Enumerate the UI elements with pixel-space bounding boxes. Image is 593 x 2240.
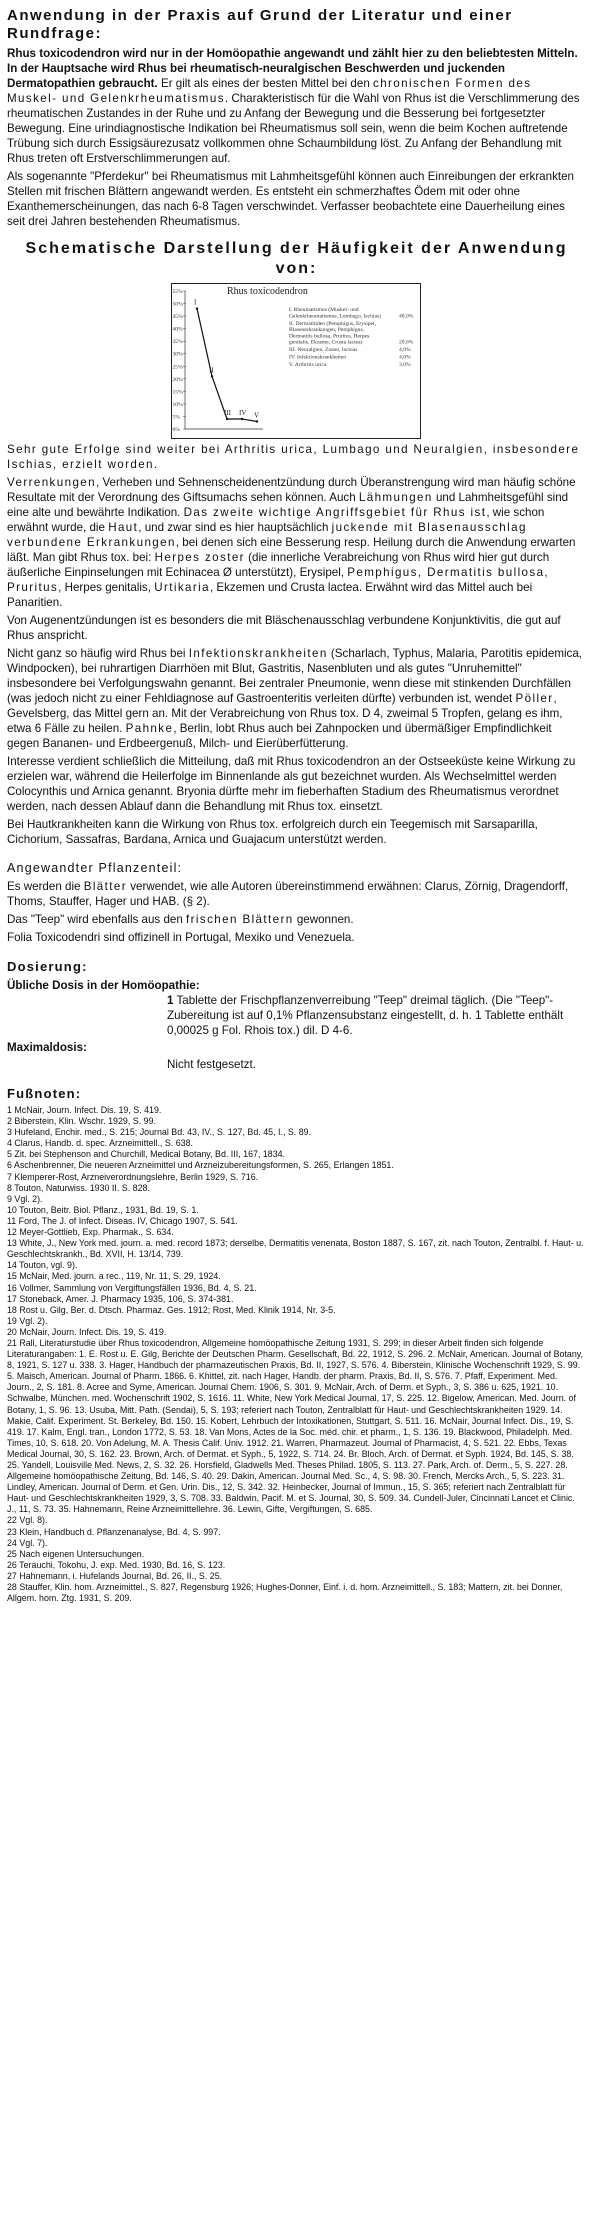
paragraph-verrenkungen xyxy=(7,475,586,610)
footnote-item: 22 Vgl. 8). xyxy=(7,1515,48,1526)
text-l: (die innerliche Verabreichung von Rhus wird hier gut durch äußerliche Einpinselungen mit Echinacea Ø unterstützt), Erysipel, xyxy=(7,551,550,579)
legend-value: 4,0% xyxy=(399,347,411,354)
legend-value: 20,6% xyxy=(399,339,414,346)
data-point xyxy=(226,418,228,420)
spaced-pahnke: Pahnke xyxy=(125,722,174,735)
legend-entry: Gelenkrheumatismus, Lumbago, Ischias) xyxy=(289,313,381,320)
legend-entry: III. Neuralgien, Zoster, Ischias xyxy=(289,347,358,354)
y-tick-label: 20% xyxy=(172,376,183,383)
legend-value: 3,0% xyxy=(399,362,411,369)
pflanzenteil-p3: Folia Toxicodendri sind offizinell in Portugal, Mexiko und Venezuela. xyxy=(7,931,355,944)
section-heading-anwendung: Anwendung in der Praxis auf Grund der Literatur und einer Rundfrage: xyxy=(7,7,513,42)
y-tick-label: 45% xyxy=(172,314,183,321)
dose-label: Übliche Dosis in der Homöopathie: xyxy=(7,979,200,992)
pt1-a: Es werden die xyxy=(7,880,84,893)
category-label: III xyxy=(224,408,231,417)
footnote-item: 25 Nach eigenen Untersuchungen. xyxy=(7,1548,145,1559)
footnote-item: 12 Meyer-Gottlieb, Exp. Pharmak., S. 634. xyxy=(7,1227,174,1238)
footnote-item: 13 White, J., New York med. journ. a. med. record 1873; derselbe, Dermatitis venenata, Boston 1887, S. 167, zit. nach Touton, Zentralbl. f. Haut- u. Geschlechtskrankh., Bd. XVII, H. 13/14, 739. xyxy=(7,1238,584,1260)
fussnoten-heading: Fußnoten: xyxy=(7,1086,82,1101)
intro-text-2: . Charakteristisch für die Wahl von Rhus ist die Verschlimmerung des rheumatischen Zustandes in der Ruhe und zu Anfang der Bewegung und die Besserung bei fortgesetzter Bewegung. Eine urindiagnostische Indikation bei Rheumatismus soll sein, wenn die beim Kochen auftretende Trübung sich durch Essigsäurezusatz vollkommen ohne Schaumbildung löst. Zu Anfang der Behandlung mit Rhus treten oft Erstverschlimmerungen auf. xyxy=(7,92,580,165)
spaced-pemphigus: Pemphigus, Dermatitis bullosa, Pruritus xyxy=(7,566,550,594)
spaced-juckende: juckende mit Blasenausschlag verbundene Erkrankungen xyxy=(7,521,527,549)
spaced-urtikaria: Urtikaria xyxy=(154,581,210,594)
paragraph-augen: Von Augenentzündungen ist es besonders die mit Bläschenausschlag verbundene Konjunktivitis, die gut auf Rhus anspricht. xyxy=(7,614,561,642)
category-label: I xyxy=(194,298,197,307)
frequency-chart-svg xyxy=(171,283,421,439)
text-f: , wie schon erwähnt wurde, die xyxy=(7,506,545,534)
spaced-poeller: Pöller xyxy=(515,692,554,705)
footnote-item: 26 Terauchi, Tokohu, J. exp. Med. 1930, Bd. 16, S. 123. xyxy=(7,1559,226,1570)
paragraph-erfolge: Sehr gute Erfolge sind weiter bei Arthritis urica, Lumbago und Neuralgien, insbesondere Ischias, erzielt worden. xyxy=(7,443,580,471)
pt2-a: Das "Teep" wird ebenfalls aus den xyxy=(7,913,187,926)
data-point xyxy=(256,420,258,422)
dose-number: 1 xyxy=(167,994,174,1007)
footnote-item: 2 Biberstein, Klin. Wschr. 1929, S. 99. xyxy=(7,1116,156,1127)
dose-rest: Tablette der Frischpflanzenverreibung "Teep" dreimal täglich. (Die "Teep"-Zubereitung ist auf 0,1% Pflanzensubstanz eingestellt, d. h. 1 Tablette enthält 0,00025 g Fol. Rhois tox.) dil. D 4-6. xyxy=(167,994,564,1037)
footnote-item: 19 Vgl. 2). xyxy=(7,1315,48,1326)
y-tick-label: 5% xyxy=(172,414,180,421)
y-tick-label: 15% xyxy=(172,389,183,396)
text-n: , Herpes genitalis, xyxy=(58,581,155,594)
max-dose-label: Maximaldosis: xyxy=(7,1041,87,1054)
footnote-item: 10 Touton, Beitr. Biol. Pflanz., 1931, Bd. 19, S. 1. xyxy=(7,1204,199,1215)
text-h: , und zwar sind es hier hauptsächlich xyxy=(138,521,332,534)
legend-entry: Blasenerkrankungen, Pemphigus, xyxy=(289,327,365,334)
footnote-item: 6 Aschenbrenner, Die neueren Arzneimittel und Arzneizubereitungsformen, S. 265, Erlangen 1851. xyxy=(7,1160,394,1171)
paragraph-hautkrankheiten: Bei Hautkrankheiten kann die Wirkung von Rhus tox. erfolgreich durch ein Teegemisch mit Sarsaparilla, Cichorium, Sassafras, Bardana, Arnica und Guajacum unterstützt werden. xyxy=(7,818,538,846)
legend-entry: I. Rheumatismus (Muskel- und xyxy=(289,307,359,313)
intro-paragraph xyxy=(7,46,586,166)
y-tick-label: 40% xyxy=(172,326,183,333)
legend-entry: IV. Infektionskrankheiten xyxy=(289,354,347,361)
document-page xyxy=(7,7,586,1604)
footnote-item: 27 Hahnemann, i. Hufelands Journal, Bd. 26, II., S. 25. xyxy=(7,1570,223,1581)
legend-entry: genitalis, Ekzeme, Crusta lactea) xyxy=(289,339,363,346)
footnote-item: 4 Clarus, Handb. d. spec. Arzneimittell., S. 638. xyxy=(7,1138,193,1149)
y-tick-label: 10% xyxy=(172,401,183,408)
intro-text-1: Er gilt als eines der besten Mittel bei den xyxy=(157,77,373,90)
chart-series-title: Rhus toxicodendron xyxy=(227,286,308,297)
y-tick-label: 30% xyxy=(172,351,183,358)
footnote-list xyxy=(7,1105,586,1604)
infekt-a: Nicht ganz so häufig wird Rhus bei xyxy=(7,647,189,660)
spaced-haut: Haut xyxy=(108,521,139,534)
footnote-item: 17 Stoneback, Amer. J. Pharmacy 1935, 106, S. 374-381. xyxy=(7,1293,234,1304)
footnote-item: 28 Stauffer, Klin. hom. Arzneimittel., S. 827, Regensburg 1926; Hughes-Donner, Einf. i. d. hom. Arzneimittell., S. 183; Mattern, zit. bei Donner, Allgem. hom. Ztg. 1931, S. 209. xyxy=(7,1582,563,1604)
y-tick-label: 25% xyxy=(172,364,183,371)
text-d: und Lahmheitsgefühl sind eine alte und bewährte Indikation. xyxy=(7,491,569,519)
data-point xyxy=(241,418,243,420)
footnote-item: 24 Vgl. 7). xyxy=(7,1537,48,1548)
text-b: , Verheben und Sehnenscheidenentzündung durch Überanstrengung wird man häufig schöne Resultate mit der Verordnung des Giftsumachs sehen können. Auch xyxy=(7,476,576,504)
max-dose-text: Nicht festgesetzt. xyxy=(167,1058,256,1071)
paragraph-ostsee: Interesse verdient schließlich die Mitteilung, daß mit Rhus toxicodendron an der Ostseeküste keine Wirkung zu erzielen war, während die Heilerfolge im Binnenlande als gut bezeichnet wurden. Als Wechselmittel werden Colocynthis und Arnica genannt. Bryonia dürfte mehr im fieberhaften Stadium des Rheumatismus verordnet werden, nach dessen Ablauf dann die Behandlung mit Rhus tox. einsetzt. xyxy=(7,755,576,813)
footnote-item: 9 Vgl. 2). xyxy=(7,1193,43,1204)
footnote-item: 3 Hufeland, Enchir. med., S. 215; Journal Bd. 43, IV., S. 127, Bd. 45, I., S. 89. xyxy=(7,1127,312,1138)
paragraph-infektion xyxy=(7,646,586,751)
category-label: IV xyxy=(239,408,247,417)
spaced-infektionskrankheiten: Infektionskrankheiten xyxy=(188,647,328,660)
y-tick-label: 50% xyxy=(172,301,183,308)
intro-spaced: chronischen Formen des Muskel- und Gelenkrheumatismus xyxy=(7,77,532,105)
pt2-c: gewonnen. xyxy=(293,913,354,926)
footnote-item: 15 McNair, Med. journ. a rec., 119, Nr. 11, S. 29, 1924. xyxy=(7,1271,221,1282)
legend-value: 48,0% xyxy=(399,313,414,320)
spaced-herpes-zoster: Herpes zoster xyxy=(154,551,245,564)
frequency-chart xyxy=(171,283,421,439)
footnote-item: 14 Touton, vgl. 9). xyxy=(7,1260,78,1271)
data-point xyxy=(196,307,198,309)
spaced-frischen-blaettern: frischen Blättern xyxy=(186,913,294,926)
footnote-item: 21 Rall, Literaturstudie über Rhus toxicodendron, Allgemeine homöopathische Zeitung 1931, S. 299; in dieser Arbeit finden sich folgende Literaturangaben: 1. E. Rost u. E. Gilg, Berichte der Deutschen Pharm. Gesellschaft, Bd. 22, 1912, S. 296. 2. McNair, American. Journal of Botany, 8, 1921, S. 127 u. 338. 3. Hager, Handbuch der pharmazeutischen Praxis, Bd. II, 1927, S. 576. 4. Biberstein, Klinische Wochenschrift 1929, S. 99. 5. Maisch, American. Journal of Pharm. 1866. 6. Khittel, zit. nach Hager, Handb. der pharm. Praxis, Bd. II, S. 576. 7. Pfaff, Experiment. Med. Journ., 2, S. 181. 8. Acree and Syme, American. Journal Chem. 1906, S. 301. 9. McNair, Arch. of Derm. et Syph., 3, S. 386 u. 625, 1921. 10. Schwalbe, München. med. Wochenschrift 1902, S. 1616. 11. White, New York Medical Journal, 17, S. 225. 12. Bigelow, American. Med. Journ. of Botany, 1, S. 96. 13. Usuba, Mitt. Path. (Sendai), 5, S. 193; referiert nach Touton, Zentralblatt für Haut- und Geschlechtskrankheiten 1929. 14. Makie, Calif. Experiment. St. Berkeley, Bd. 150. 15. Kobert, Lehrbuch der Intoxikationen, Stuttgart, S. 511. 16. McNair, Journal Infect. Dis., 19, S. 419. 17. Kalm, Engl. tran., London 1772, S. 53. 18. Van Mons, Actes de la Soc. méd. chir. et pharm., 1, S. 136. 19. Blackwood, Philadelph. Med. Times, 10, S. 618. 20. Von Adelung, M. A. Thesis Calif. Univ. 1912. 21. Warren, Pharmazeut. Journal of Pharmacist, 4, S. 521. 22. Ebbs, Texas Medical Journal, 30, S. 162. 23. Brown, Arch. of Dermat. et Syph., 5, 1922, S. 714. 24. Br. Bloch, Arch. of Dermat. et Syph. 1924, Bd. 145, S. 38. 25. Yandell, Louisville Med. News, 2, S. 32. 26. Horsfield, Gladwells Med. Theses Philad. 1805, S. 113. 27. Park, Arch. of. Derm., 5, S. 227. 28. Allgemeine homöopathische Zeitung, Bd. 146, S. 40. 29. Dakin, American. Journal Med. Sc., 4, S. 98. 30. French, Mercks Arch., 5, S. 223. 31. Lindley, American. Journal of Derm. et Gen. Urin. Dis., 12, S. 342. 32. Heinbecker, Journal of Immun., 15, S. 365; referiert nach Zentralblatt für Haut- und Geschlechtskrankheiten 1929, 3, S. 708. 33. Baldwin, Pacif. M. et S. Journal, 30, S. 509. 34. Cundell-Juler, Cincinnati Lancet et Clinic. J., 11, S. 73. 35. Hahnemann, Reine Arzneimittellehre. 36. Lewin, Gifte, Vergiftungen, S. 685. xyxy=(7,1337,584,1515)
spaced-angriffsgebiet: Das zweite wichtige Angriffsgebiet für Rhus ist xyxy=(183,506,487,519)
y-tick-label: 35% xyxy=(172,339,183,346)
chart-title: Schematische Darstellung der Häufigkeit der Anwendung von: xyxy=(25,240,568,277)
paragraph-pferdekur: Als sogenannte "Pferdekur" bei Rheumatismus mit Lahmheitsgefühl können auch Einreibungen der erkrankten Stellen mit frischen Blättern angewandt werden. Es entsteht ein schmerzhaftes Ödem mit oder ohne Exanthemerscheinungen, das nach 6-8 Tagen verschwindet. Verfasser beobachtete eine Dauerheilung eines seit drei Jahren bestehenden Rheumatismus. xyxy=(7,170,574,228)
text-p: , Ekzemen und Crusta lactea. Erwähnt wird das Mittel auch bei Panaritien. xyxy=(7,581,533,609)
footnote-item: 20 McNair, Journ. Infect. Dis. 19, S. 419. xyxy=(7,1326,167,1337)
footnote-item: 8 Touton, Naturwiss. 1930 II. S. 828. xyxy=(7,1182,150,1193)
legend-entry: Dermatitis bullosa, Pruritus, Herpes xyxy=(289,333,370,340)
pflanzenteil-p2 xyxy=(7,912,586,927)
legend-entry: II. Dermatitiden (Pemphigus, Erysipel, xyxy=(289,320,376,327)
spaced-laehmungen: Lähmungen xyxy=(358,491,433,504)
pflanzenteil-heading: Angewandter Pflanzenteil: xyxy=(7,861,183,875)
category-label: II xyxy=(209,366,214,375)
footnote-item: 1 McNair, Journ. Infect. Dis. 19, S. 419. xyxy=(7,1105,162,1115)
legend-entry: V. Arthritis urica xyxy=(289,362,327,369)
y-tick-label: 0% xyxy=(172,427,180,433)
footnote-item: 18 Rost u. Gilg, Ber. d. Dtsch. Pharmaz. Ges. 1912; Rost, Med. Klinik 1914, Nr. 3-5. xyxy=(7,1304,336,1315)
infekt-e: , Gevelsberg, das Mittel gern an. Mit der Verabreichung von Rhus tox. D 4, zweimal 5 Tropfen, gelang es ihm, etwa 6 Fälle zu heilen. xyxy=(7,692,563,735)
footnote-item: 16 Vollmer, Sammlung von Vergiftungsfällen 1936, Bd. 4, S. 21. xyxy=(7,1282,257,1293)
spaced-verrenkungen: Verrenkungen xyxy=(7,476,96,489)
infekt-c: (Scharlach, Typhus, Malaria, Parotitis epidemica, Windpocken), bei ruhrartigen Diarrhöen mit Blut, Gastritis, Nasenbluten und als gutes "Unruhemittel" insbesondere bei Verfolgungswahn genannt. Bei zentraler Pneumonie, wenn diese mit stinkenden Durchfällen (was jedoch nicht zu einer Fehldiagnose auf Gastroenteritis verleiten dürfte) verbunden ist, wendet xyxy=(7,647,583,705)
dose-text xyxy=(167,993,582,1038)
footnote-item: 23 Klein, Handbuch d. Pflanzenanalyse, Bd. 4, S. 997. xyxy=(7,1526,221,1537)
spaced-blaetter: Blätter xyxy=(83,880,128,893)
intro-bold: Rhus toxicodendron wird nur in der Homöopathie angewandt und zählt hier zu den beliebtesten Mitteln. In der Hauptsache wird Rhus bei rheumatisch-neuralgischen Beschwerden und juckenden Dermatopathien gebraucht. xyxy=(7,47,578,90)
footnote-item: 5 Zit. bei Stephenson and Churchill, Medical Botany, Bd. III, 167, 1834. xyxy=(7,1149,286,1160)
footnote-item: 11 Ford, The J. of Infect. Diseas. IV, Chicago 1907, S. 541. xyxy=(7,1215,238,1226)
dosierung-heading: Dosierung: xyxy=(7,959,88,974)
text-j: , bei denen sich eine Besserung resp. Heilung durch die Anwendung erwarten läßt. Man gibt Rhus tox. bei: xyxy=(7,536,576,564)
footnote-item: 7 Klemperer-Rost, Arzneiverordnungslehre, Berlin 1929, S. 716. xyxy=(7,1171,259,1182)
data-point xyxy=(211,375,213,377)
legend-value: 4,0% xyxy=(399,354,411,361)
pflanzenteil-p1 xyxy=(7,879,586,909)
pt1-c: verwendet, wie alle Autoren übereinstimmend erwähnen: Clarus, Zörnig, Dragendorff, Thoms, Stauffer, Hager und HAB. (§ 2). xyxy=(7,880,569,908)
y-tick-label: 55% xyxy=(172,289,183,295)
infekt-g: , Berlin, lobt Rhus auch bei Zahnpocken und übermäßiger Empfindlichkeit gegen Bananen- und Erdbeergenuß, Milch- und Eierüberfütterung. xyxy=(7,722,552,750)
category-label: V xyxy=(254,411,260,420)
